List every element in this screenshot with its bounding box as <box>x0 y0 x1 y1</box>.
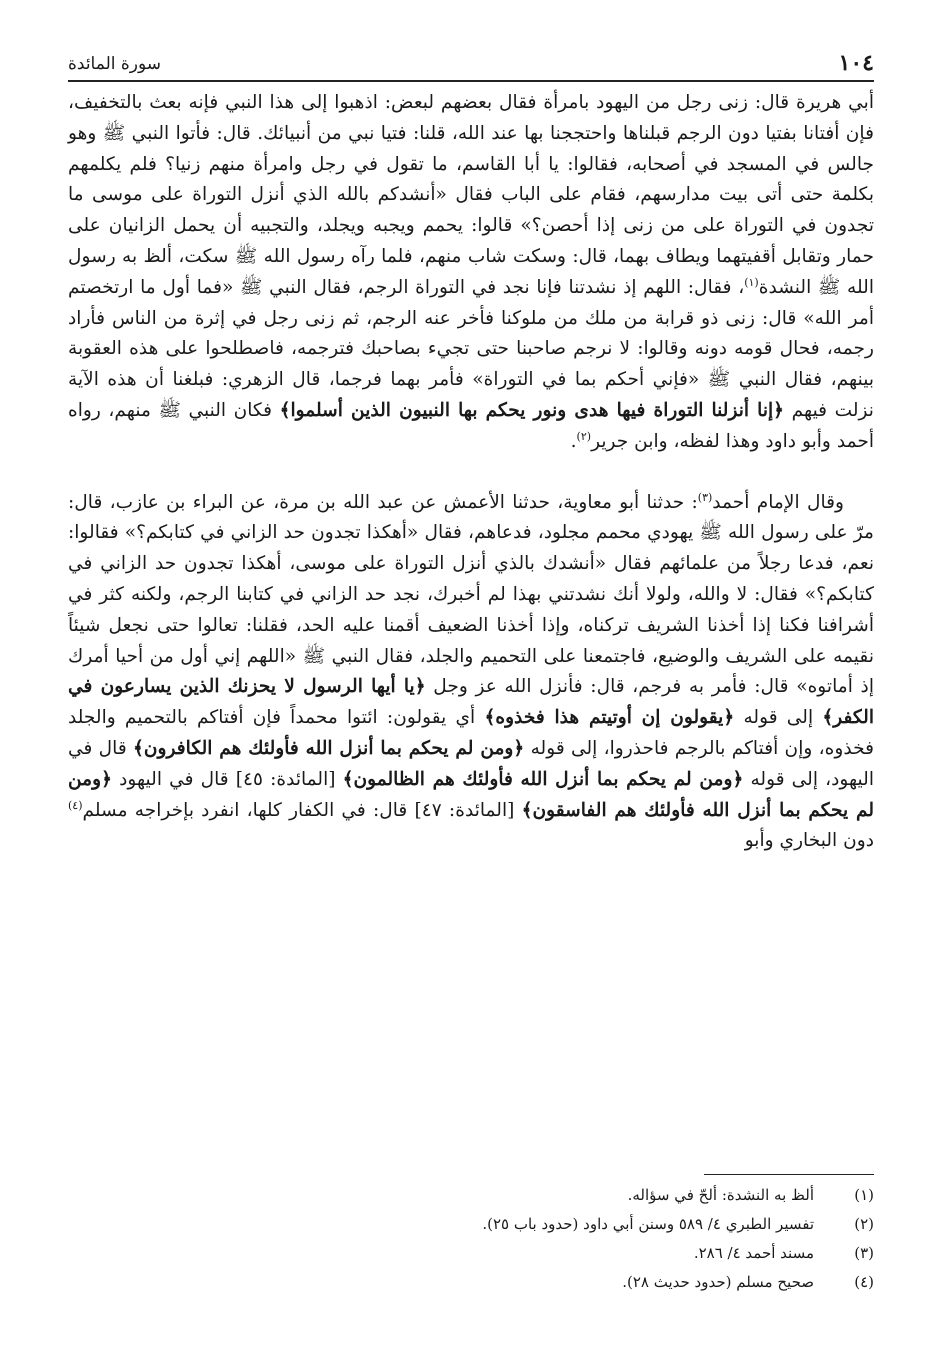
footnote-ref-3: (٣) <box>697 490 713 504</box>
footnote <box>68 1268 874 1297</box>
quran-quote: ﴿يقولون إن أوتيتم هذا فخذوه﴾ <box>484 707 735 729</box>
text-segment: فكان النبي ﷺ منهم، رواه أحمد وأبو داود وهذا لفظه، وابن جرير <box>68 399 874 452</box>
surah-title: سورة المائدة <box>68 54 162 74</box>
book-page <box>68 40 874 857</box>
quran-quote: ﴿ومن لم يحكم بما أنزل الله فأولئك هم الكافرون﴾ <box>133 737 525 759</box>
text-segment: وقال الإمام أحمد <box>712 491 844 513</box>
footnote <box>68 1210 874 1239</box>
footnote-number: (٤) <box>854 1273 874 1291</box>
quran-quote: ﴿ومن لم يحكم بما أنزل الله فأولئك هم الفاسقون﴾ <box>68 768 875 821</box>
text-segment: : حدثنا أبو معاوية، حدثنا الأعمش عن عبد الله بن مرة، عن البراء بن عازب، قال: مرّ على رسول الله ﷺ يهودي محمم مجلود، فدعاهم، فقال «أهكذا تجدون حد الزاني في كتابكم؟» فقالوا: نعم، فدعا رجلاً من علمائهم فقال «أنشدك بالذي أنزل التوراة على موسى، أهكذا تجدون حد الزاني في كتابكم؟» فقال: لا والله، ولولا أنك نشدتني بهذا لم أخبرك، نجد حد الزاني في كتابنا الرجم، ولكنه كثر في أشرافنا فكنا إذا أخذنا الشريف تركناه، وإذا أخذنا الضعيف أقمنا عليه الحد، فقلنا: تعالوا حتى نجعل شيئاً نقيمه على الشريف والوضيع، فاجتمعنا على التحميم والجلد، فقال النبي ﷺ «اللهم إني أول من أحيا أمرك إذ أماتوه» قال: فأمر به فرجم، قال: فأنزل الله عز وجل <box>68 491 874 698</box>
text-segment: [المائدة: ٤٥] قال في اليهود <box>112 768 343 790</box>
text-segment: ، فقال: اللهم إذ نشدتنا فإنا نجد في التوراة الرجم، فقال النبي ﷺ «فما أول ما ارتخصتم أمر الله» قال: زنى ذو قرابة من ملك من ملوكنا فأخر عنه الرجم، ثم زنى رجل في إثرة من الناس فأراد رجمه، فحال قومه دونه وقالوا: لا نرجم صاحبنا حتى تجيء بصاحبك فترجمه، فاصطلحوا على هذه العقوبة بينهم، فقال النبي ﷺ «فإني أحكم بما في التوراة» فأمر بهما فرجما، قال الزهري: فبلغنا أن هذه الآية نزلت فيهم <box>68 276 874 421</box>
quran-quote: ﴿ومن لم يحكم بما أنزل الله فأولئك هم الظالمون﴾ <box>342 768 744 790</box>
footnote-ref-2: (٢) <box>576 429 592 443</box>
footnote-number: (٣) <box>854 1244 874 1262</box>
text-segment: أي يقولون: ائتوا محمداً فإن أفتاكم بالتحميم والجلد فخذوه، وإن أفتاكم بالرجم فاحذروا، إلى قوله <box>68 707 874 759</box>
text-segment: قال في اليهود، إلى قوله <box>68 737 874 790</box>
footnote-ref-1: (١) <box>744 275 759 289</box>
text-segment: أبي هريرة قال: زنى رجل من اليهود بامرأة فقال بعضهم لبعض: اذهبوا إلى هذا النبي فإنه بعث بالتخفيف، فإن أفتانا بفتيا دون الرجم قبلناها واحتججنا بها عند الله، قلنا: فتيا نبي من أنبيائك. قال: فأتوا النبي ﷺ وهو جالس في المسجد في أصحابه، فقالوا: يا أبا القاسم، ما تقول في رجل وامرأة منهم زنيا؟ فلم يكلمهم بكلمة حتى أتى بيت مدارسهم، فقام على الباب فقال «أنشدكم بالله الذي أنزل التوراة على موسى ما تجدون في التوراة على من زنى إذا أحصن؟» قالوا: يحمم ويجبه ويجلد، والتجبيه أن يحمل الزانيان على حمار وتقابل أقفيتهما ويطاف بهما، قال: وسكت شاب منهم، فلما رآه رسول الله ﷺ سكت، ألظ به رسول الله ﷺ النشدة <box>68 92 874 298</box>
footnotes <box>68 1174 874 1297</box>
paragraph-hadith-ahmad <box>68 488 874 858</box>
paragraph-hadith-abu-hurayra <box>68 88 874 458</box>
footnote-divider <box>704 1174 874 1175</box>
footnote <box>68 1181 874 1210</box>
footnote-text: صحيح مسلم (حدود حديث ٢٨). <box>622 1273 814 1291</box>
footnote-text: ألظ به النشدة: ألحّ في سؤاله. <box>627 1186 814 1204</box>
footnote-ref-4: (٤) <box>68 798 83 812</box>
footnote-text: تفسير الطبري ٤/ ٥٨٩ وسنن أبي داود (حدود باب ٢٥). <box>482 1215 814 1233</box>
footnote-number: (٢) <box>854 1215 874 1233</box>
page-number: ١٠٤ <box>838 50 874 76</box>
text-segment: إلى قوله <box>734 707 823 729</box>
text-segment: . <box>570 430 577 452</box>
footnote <box>68 1239 874 1268</box>
text-segment: دون البخاري وأبو <box>744 830 874 852</box>
footnote-text: مسند أحمد ٤/ ٢٨٦. <box>693 1244 814 1262</box>
text-segment: [المائدة: ٤٧] قال: في الكفار كلها، انفرد بإخراجه مسلم <box>82 799 522 821</box>
quran-quote: ﴿إنا أنزلنا التوراة فيها هدى ونور يحكم بها النبيون الذين أسلموا﴾ <box>279 399 785 421</box>
footnote-number: (١) <box>854 1186 874 1204</box>
page-header <box>68 40 874 82</box>
quran-quote: ﴿يا أيها الرسول لا يحزنك الذين يسارعون في الكفر﴾ <box>68 676 874 729</box>
